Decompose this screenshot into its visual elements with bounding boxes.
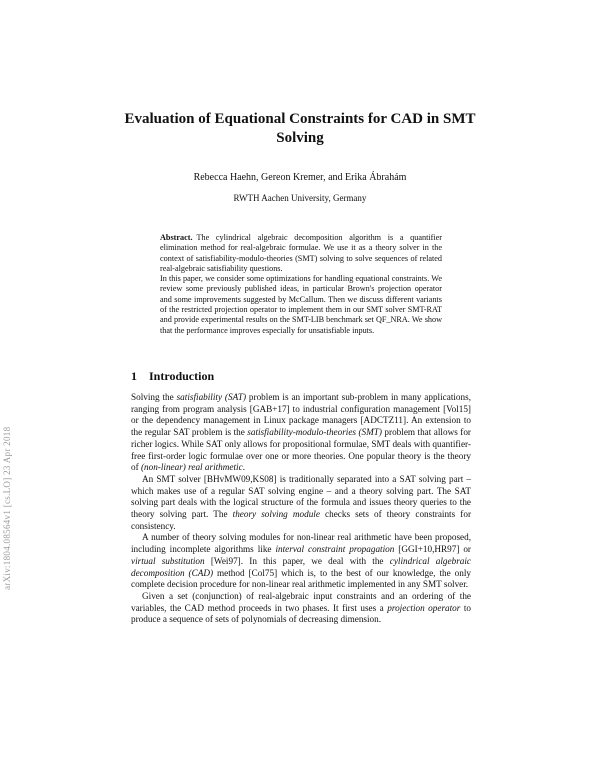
abstract-label: Abstract.: [160, 233, 193, 242]
abstract-paragraph-2: In this paper, we consider some optimizations for handling equational constraints. We review some previously published ideas, in particular Brown's projection operator and some improvements suggested by McCallum. Then we discuss different variants of the restricted projection operator to implement them in our SMT solver SMT-RAT and provide experimental results on the SMT-LIB benchmark set QF_NRA. We show that the performance improves especially for unsatisfiable inputs.: [160, 274, 442, 335]
abstract-text-1: The cylindrical algebraic decomposition algorithm is a quantifier elimination method for real-algebraic formulae. We use it as a theory solver in the context of satisfiability-modulo-theories (SMT) solving to solve sequences of related real-algebraic satisfiability questions.: [160, 233, 442, 273]
section-body: [131, 392, 471, 626]
affiliation: RWTH Aachen University, Germany: [233, 193, 367, 203]
emphasis: satisfiability-modulo-theories (SMT): [247, 427, 382, 438]
author-list: Rebecca Haehn, Gereon Kremer, and Erika Ábrahám: [193, 172, 407, 183]
paragraph-4: Given a set (conjunction) of real-algebraic input constraints and an ordering of the variables, the CAD method proceeds in two phases. It first uses a projection operator to produce a sequence of sets of polynomials of decreasing dimension.: [131, 590, 471, 625]
section-title: Introduction: [149, 369, 215, 383]
abstract: [160, 233, 442, 336]
emphasis: (non-linear) real arithmetic: [140, 462, 243, 473]
arxiv-stamp: [2, 405, 16, 590]
emphasis: interval constraint propagation: [275, 544, 395, 555]
paper-title: Evaluation of Equational Constraints for CAD in SMT Solving: [124, 111, 476, 146]
paragraph-3: A number of theory solving modules for non-linear real arithmetic have been proposed, including incomplete algorithms like interval constraint propagation [GGI+10,HR97] or virtual substitution [Wei97]. In this paper, we deal with the cylindrical algebraic decomposition (CAD) method [Col75] which is, to the best of our knowledge, the only complete decision procedure for non-linear real arithmetic implemented in any SMT solver.: [131, 532, 471, 590]
emphasis: cylindrical algebraic decomposition (CAD): [131, 555, 471, 578]
emphasis: theory solving module: [232, 509, 320, 520]
emphasis: projection operator: [387, 602, 461, 613]
arxiv-id: arXiv:1804.08564v1 [cs.LO] 23 Apr 2018: [2, 426, 12, 590]
emphasis: virtual substitution: [131, 555, 205, 566]
section-number: 1: [131, 369, 137, 383]
section-heading: [131, 369, 471, 384]
paragraph-2: An SMT solver [BHvMW09,KS08] is traditionally separated into a SAT solving part – which makes use of a regular SAT solving engine – and a theory solving part. The SAT solving part deals with the logical structure of the formula and issues theory queries to the theory solving part. The theory solving module checks sets of theory constraints for consistency.: [131, 473, 471, 531]
emphasis: satisfiability (SAT): [176, 392, 247, 402]
paragraph-1: Solving the satisfiability (SAT) problem is an important sub-problem in many applications, ranging from program analysis [GAB+17] to industrial configuration management [Vol15] or the dependency management in Linux package managers [ADCTZ11]. An extension to the regular SAT problem is the satisfiability-modulo-theories (SMT) problem that allows for richer logics. While SAT only allows for propositional formulae, SMT deals with quantifier-free first-order logic formulae over one or more theories. One popular theory is the theory of (non-linear) real arithmetic.: [131, 392, 471, 473]
abstract-paragraph-1: [160, 233, 442, 274]
